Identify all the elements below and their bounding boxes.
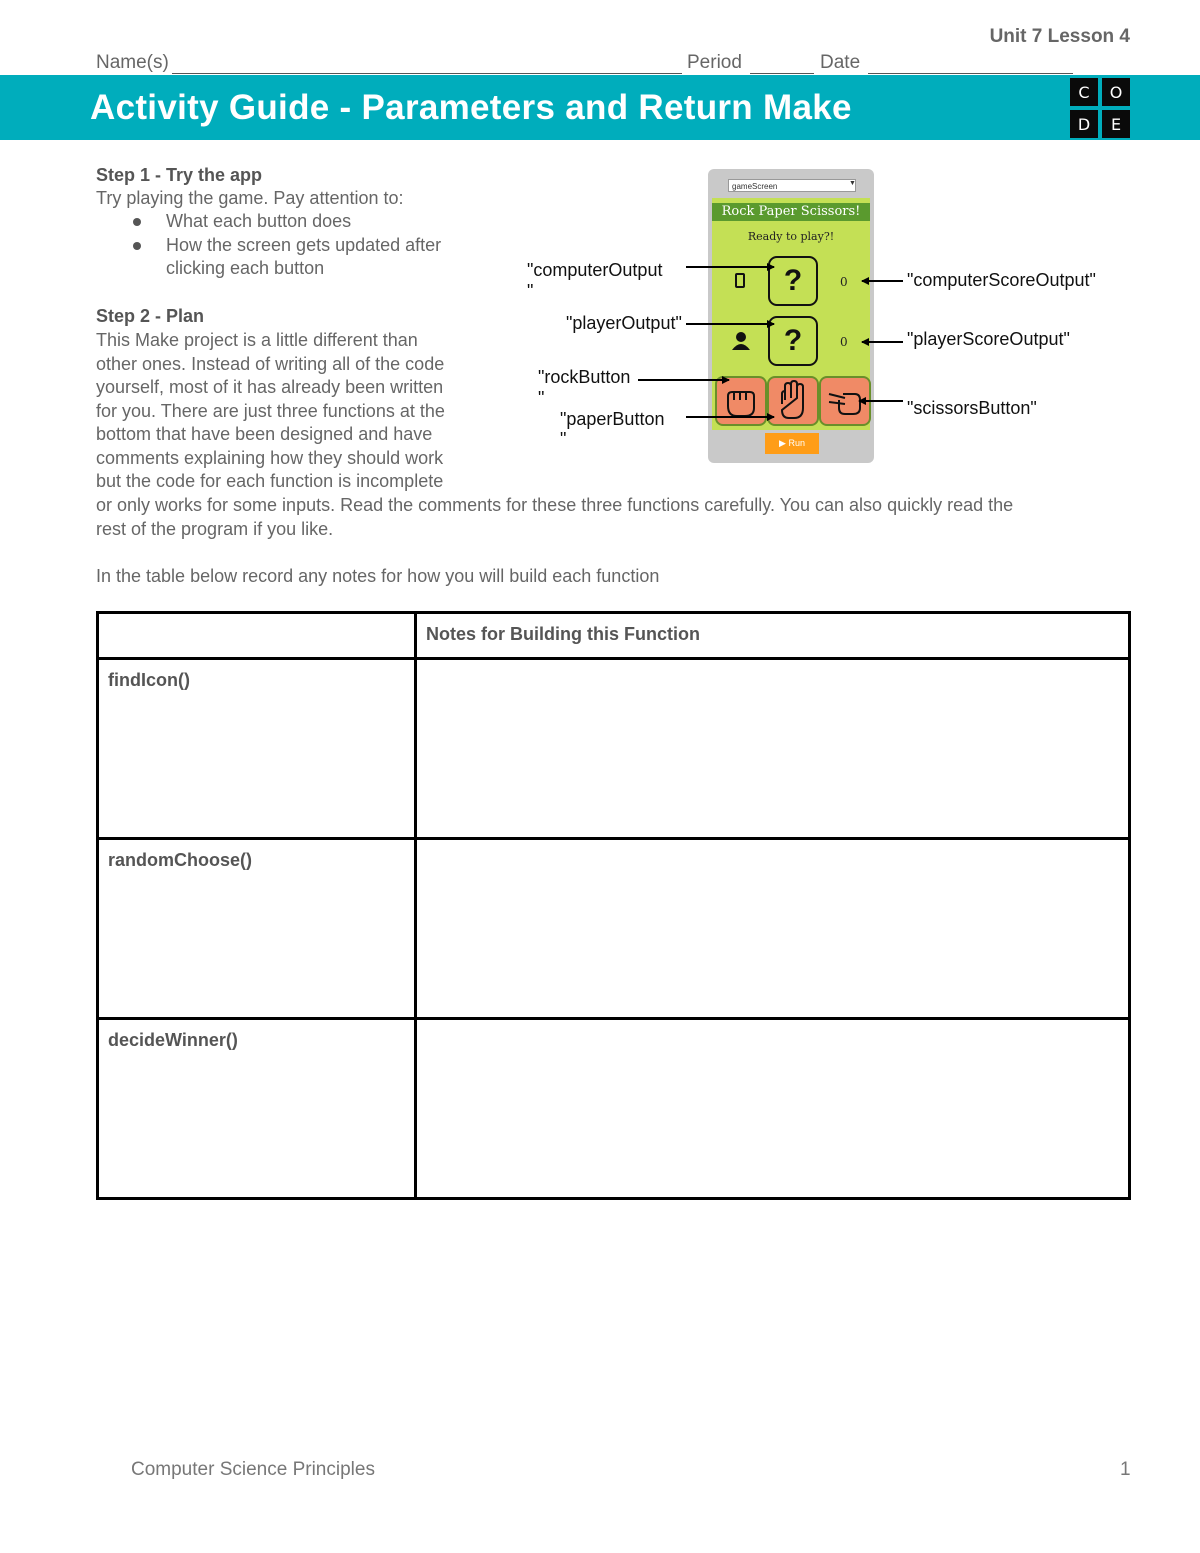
logo-letter: O [1102, 78, 1130, 106]
function-name-cell: randomChoose() [98, 839, 416, 1019]
date-label: Date [820, 52, 861, 73]
list-item: What each button does [166, 210, 566, 234]
paragraph-line: or only works for some inputs. Read the comments for these three functions carefully. You can also quickly read the [96, 495, 1014, 515]
table-header-cell [98, 613, 416, 659]
step1-intro: Try playing the game. Pay attention to: [96, 188, 404, 208]
page-number: 1 [1120, 1459, 1131, 1480]
function-notes-table [96, 611, 1131, 1200]
app-title: Rock Paper Scissors! [712, 203, 870, 221]
paragraph-line: yourself, most of it has already been written [96, 377, 444, 397]
step2-heading: Step 2 - Plan [96, 306, 205, 326]
function-name-cell: findIcon() [98, 659, 416, 839]
table-intro: In the table below record any notes for how you will build each function [96, 566, 660, 586]
table-row [98, 839, 1130, 1019]
table-row [98, 659, 1130, 839]
unit-lesson-label: Unit 7 Lesson 4 [989, 26, 1130, 47]
screen-dropdown[interactable]: gameScreen [728, 179, 856, 192]
step1-heading: Step 1 - Try the app [96, 165, 263, 185]
label-player-score-output: "playerScoreOutput" [907, 329, 1070, 349]
computer-output: ? [768, 256, 818, 306]
page-title: Activity Guide - Parameters and Return Make [90, 88, 852, 127]
function-name-cell: decideWinner() [98, 1019, 416, 1199]
label-scissors-button: "scissorsButton" [907, 398, 1037, 418]
play-icon: ▶ [779, 438, 786, 448]
app-status: Ready to play?! [747, 230, 835, 243]
label-rock-button: "rockButton [538, 367, 631, 387]
logo-letter: C [1070, 78, 1098, 106]
table-row [98, 1019, 1130, 1199]
label-rock-button-end: " [538, 388, 545, 408]
notes-cell[interactable] [416, 839, 1130, 1019]
logo-letter: E [1102, 110, 1130, 138]
paragraph-line: for you. There are just three functions at the [96, 400, 445, 421]
label-computer-output-end: " [527, 281, 534, 301]
period-label: Period [687, 52, 742, 73]
list-item: How the screen gets updated after clicking each button [166, 234, 476, 281]
dropdown-caret-icon: ▼ [849, 180, 856, 187]
run-label: Run [788, 438, 805, 448]
paragraph-line: bottom that have been designed and have [96, 424, 433, 444]
label-paper-button-end: " [560, 429, 567, 449]
player-score: 0 [840, 335, 848, 349]
name-label: Name(s) [96, 52, 169, 73]
computer-score: 0 [840, 275, 848, 289]
table-header-cell: Notes for Building this Function [416, 613, 1130, 659]
label-player-output: "playerOutput" [566, 313, 682, 333]
table-header-row [98, 613, 1130, 659]
paragraph-line: other ones. Instead of writing all of the code [96, 353, 445, 374]
player-output: ? [768, 316, 818, 366]
label-computer-score-output: "computerScoreOutput" [907, 270, 1096, 290]
notes-cell[interactable] [416, 659, 1130, 839]
logo-letter: D [1070, 110, 1098, 138]
paragraph-line: This Make project is a little different than [96, 330, 418, 350]
label-paper-button: "paperButton [560, 409, 665, 429]
paragraph-line: rest of the program if you like. [96, 519, 334, 539]
paragraph-line: but the code for each function is incomplete [96, 471, 444, 491]
notes-cell[interactable] [416, 1019, 1130, 1199]
footer-course: Computer Science Principles [131, 1459, 375, 1480]
label-computer-output: "computerOutput [527, 260, 663, 280]
paragraph-line: comments explaining how they should work [96, 447, 444, 468]
